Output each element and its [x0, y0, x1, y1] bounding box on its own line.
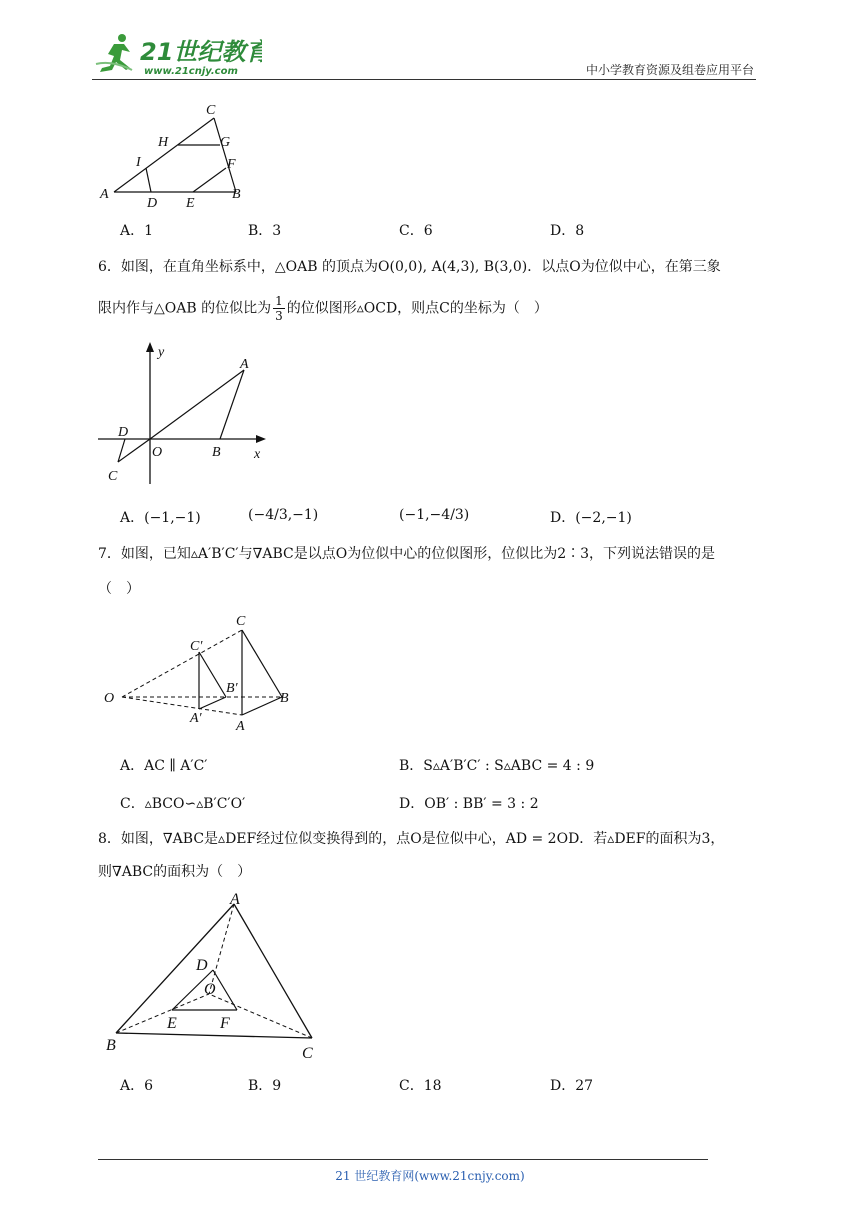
q5-label-e: E [186, 196, 195, 210]
logo-sub-text: www.21cnjy.com [144, 66, 238, 77]
q8-label-b: B [106, 1037, 116, 1054]
q6-label-y: y [158, 345, 165, 360]
q6-stem-line2b: 的位似图形▵OCD，则点C的坐标为（ ） [286, 300, 548, 317]
q5-label-f: F [227, 157, 236, 172]
q7-label-b-prime: B′ [226, 681, 238, 696]
header-platform-text: 中小学教育资源及组卷应用平台 [585, 63, 754, 77]
q8-option-a: A．6 [120, 1078, 154, 1094]
q7-option-b: B．S▵A′B′C′ : S▵ABC = 4 : 9 [399, 758, 595, 774]
q8-label-d: D [196, 957, 208, 974]
q6-option-b: (−4/3,−1) [248, 507, 319, 523]
q8-option-d: D．27 [550, 1078, 594, 1094]
q7-option-c: C．▵BCO∽▵B′C′O′ [120, 796, 246, 812]
q6-label-d: D [118, 425, 129, 440]
q6-option-d: D．(−2,−1) [550, 510, 632, 526]
q6-figure [96, 338, 276, 492]
footer-link[interactable]: 21 世纪教育网(www.21cnjy.com) [335, 1169, 525, 1183]
q5-label-i: I [136, 155, 141, 170]
q8-figure [96, 888, 336, 1072]
q5-option-c: C．6 [399, 223, 433, 239]
q5-option-b: B．3 [248, 223, 282, 239]
q6-stem-line2a: 限内作与△OAB 的位似比为 [98, 300, 272, 317]
q6-ratio-fraction: $\frac{1}{3}$ [275, 294, 283, 323]
q6-label-c: C [108, 469, 118, 484]
q5-label-c: C [206, 103, 216, 118]
q6-label-o: O [152, 445, 163, 460]
q6-option-c: (−1,−4/3) [399, 507, 470, 523]
q7-label-a-prime: A′ [190, 711, 202, 726]
q7-label-o: O [104, 691, 115, 706]
q8-stem-line1: 8．如图，∇ABC是▵DEF经过位似变换得到的，点O是位似中心，AD = 2OD．若▵DEF的面积为3， [98, 831, 725, 847]
q8-option-c: C．18 [399, 1078, 442, 1094]
header-divider [92, 79, 756, 80]
q5-label-d: D [147, 196, 158, 210]
logo-main-text: 21世纪教育 [140, 38, 262, 66]
footer-divider [98, 1159, 708, 1160]
q8-option-b: B．9 [248, 1078, 282, 1094]
q6-stem-line2 [98, 294, 548, 323]
q5-label-a: A [100, 187, 109, 202]
q6-label-x: x [254, 447, 261, 462]
q7-label-c: C [236, 614, 246, 629]
q7-label-c-prime: C′ [190, 639, 203, 654]
q5-figure [96, 100, 256, 214]
q7-option-a: A．AC ∥ A′C′ [120, 758, 208, 774]
q8-stem-line2: 则∇ABC的面积为（ ） [98, 864, 252, 880]
q7-label-a: A [236, 719, 245, 734]
q8-label-f: F [220, 1015, 230, 1032]
q5-option-a: A．1 [120, 223, 154, 239]
site-logo [92, 30, 262, 78]
q5-label-h: H [158, 135, 169, 150]
q5-label-g: G [220, 135, 231, 150]
q8-label-a: A [230, 891, 240, 908]
q7-figure [96, 610, 306, 738]
q5-label-b: B [232, 187, 241, 202]
q8-label-e: E [167, 1015, 177, 1032]
q8-label-c: C [302, 1045, 313, 1062]
q6-stem-line1: 6．如图，在直角坐标系中，△OAB 的顶点为O(0,0), A(4,3), B(3,0)．以点O为位似中心，在第三象 [98, 259, 721, 275]
q8-label-o: O [204, 981, 216, 998]
q7-stem-line2: （ ） [98, 581, 140, 597]
q5-option-d: D．8 [550, 223, 585, 239]
q7-stem-line1: 7．如图，已知▵A′B′C′与∇ABC是以点O为位似中心的位似图形，位似比为2∶3，下列说法错误的是 [98, 546, 716, 562]
q6-label-b: B [212, 445, 221, 460]
q6-label-a: A [240, 357, 249, 372]
q6-option-a: A．(−1,−1) [120, 510, 201, 526]
q7-option-d: D．OB′ : BB′ = 3 : 2 [399, 796, 539, 812]
q7-label-b: B [280, 691, 289, 706]
